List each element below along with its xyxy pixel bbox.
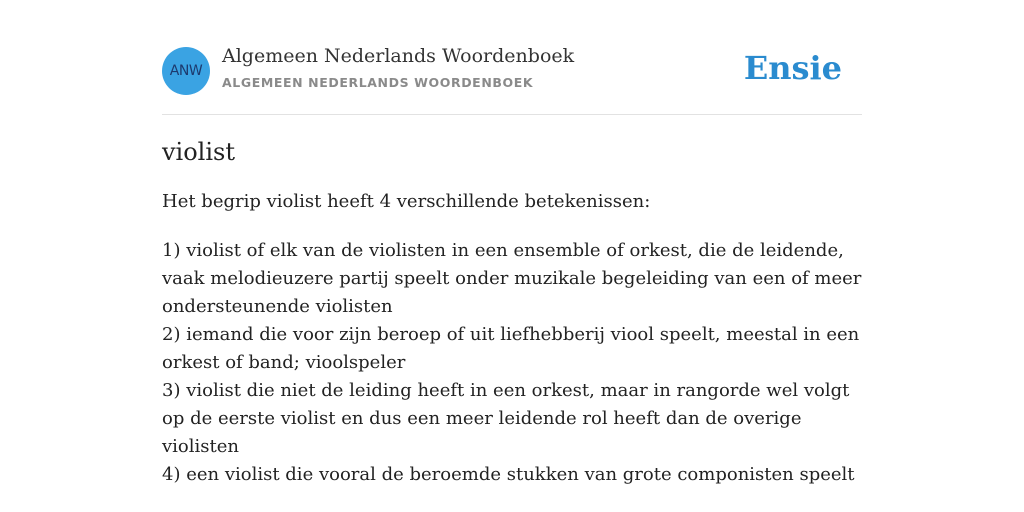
- header: [162, 0, 862, 115]
- logo-text: ANW: [169, 63, 203, 79]
- page-container: [162, 0, 862, 485]
- entry-word: violist: [162, 138, 235, 166]
- entry-intro: Het begrip violist heeft 4 verschillende betekenissen:: [162, 191, 651, 212]
- ensie-logo[interactable]: Ensie: [743, 49, 842, 87]
- definition-item: 1) violist of elk van de violisten in een ensemble of orkest, die de leidende, vaak melodieuzere partij speelt onder muzikale begeleiding van een of meer ondersteunende violisten: [162, 240, 862, 317]
- source-title[interactable]: Algemeen Nederlands Woordenboek: [222, 45, 575, 67]
- definition-item: 3) violist die niet de leiding heeft in een orkest, maar in rangorde wel volgt op de eerste violist en dus een meer leidende rol heeft dan de overige violisten: [162, 380, 850, 457]
- definition-item: 2) iemand die voor zijn beroep of uit liefhebberij viool speelt, meestal in een orkest of band; vioolspeler: [162, 324, 860, 373]
- definition-item: 4) een violist die vooral de beroemde stukken van grote componisten speelt: [162, 464, 855, 485]
- source-subtitle: ALGEMEEN NEDERLANDS WOORDENBOEK: [222, 75, 534, 90]
- definition-list: [162, 237, 867, 489]
- anw-logo: [162, 47, 210, 95]
